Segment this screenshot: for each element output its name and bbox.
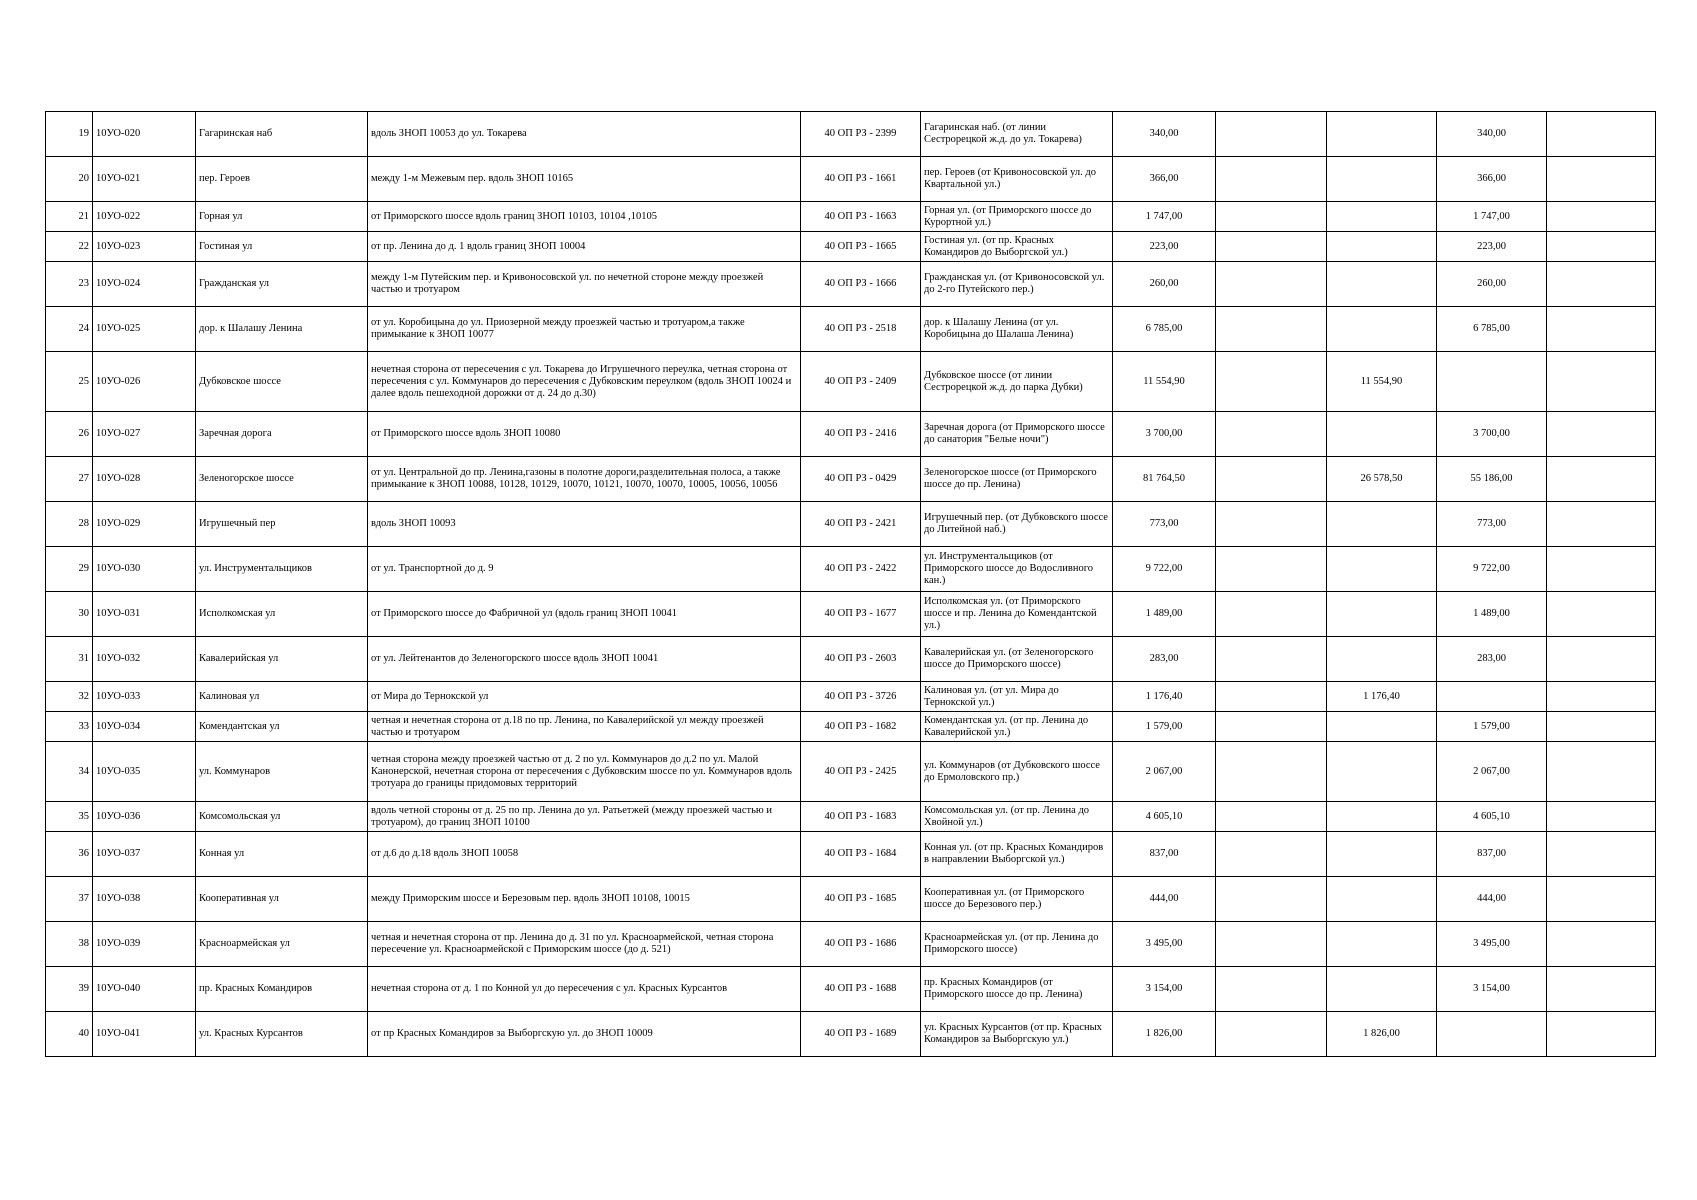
location-description-cell: нечетная сторона от д. 1 по Конной ул до пересечения с ул. Красных Курсантов [368,967,801,1012]
road-registry-number-cell: 40 ОП РЗ - 2422 [801,547,921,592]
street-name-cell: Игрушечный пер [196,502,368,547]
location-description-cell: от Приморского шоссе вдоль ЗНОП 10080 [368,412,801,457]
area-column-1-cell [1216,202,1327,232]
location-description-cell: от пр Красных Командиров за Выборгскую ул. до ЗНОП 10009 [368,1012,801,1057]
area-column-2-cell [1327,202,1437,232]
object-code-cell: 10УО-039 [93,922,196,967]
area-column-4-cell [1547,157,1656,202]
area-column-1-cell [1216,232,1327,262]
area-column-3-cell: 444,00 [1437,877,1547,922]
road-registry-number-cell: 40 ОП РЗ - 1686 [801,922,921,967]
total-area-cell: 2 067,00 [1113,742,1216,802]
row-number-cell: 35 [46,802,93,832]
location-description-cell: от пр. Ленина до д. 1 вдоль границ ЗНОП 10004 [368,232,801,262]
area-column-2-cell [1327,742,1437,802]
object-code-cell: 10УО-038 [93,877,196,922]
road-object-name-cell: дор. к Шалашу Ленина (от ул. Коробицына до Шалаша Ленина) [921,307,1113,352]
row-number-cell: 39 [46,967,93,1012]
area-column-4-cell [1547,742,1656,802]
location-description-cell: от д.6 до д.18 вдоль ЗНОП 10058 [368,832,801,877]
area-column-2-cell [1327,802,1437,832]
table-row [46,712,1656,742]
street-name-cell: пер. Героев [196,157,368,202]
total-area-cell: 1 826,00 [1113,1012,1216,1057]
object-code-cell: 10УО-032 [93,637,196,682]
road-registry-number-cell: 40 ОП РЗ - 2425 [801,742,921,802]
area-column-3-cell: 6 785,00 [1437,307,1547,352]
road-object-name-cell: ул. Инструментальщиков (от Приморского шоссе до Водосливного кан.) [921,547,1113,592]
location-description-cell: вдоль ЗНОП 10093 [368,502,801,547]
table-row [46,967,1656,1012]
road-registry-number-cell: 40 ОП РЗ - 1663 [801,202,921,232]
street-name-cell: Комендантская ул [196,712,368,742]
area-column-1-cell [1216,262,1327,307]
road-registry-number-cell: 40 ОП РЗ - 1689 [801,1012,921,1057]
road-registry-number-cell: 40 ОП РЗ - 1682 [801,712,921,742]
table-row [46,232,1656,262]
road-object-name-cell: Дубковское шоссе (от линии Сестрорецкой ж.д. до парка Дубки) [921,352,1113,412]
location-description-cell: между 1-м Межевым пер. вдоль ЗНОП 10165 [368,157,801,202]
area-column-4-cell [1547,922,1656,967]
row-number-cell: 24 [46,307,93,352]
road-object-name-cell: Комендантская ул. (от пр. Ленина до Кавалерийской ул.) [921,712,1113,742]
road-object-name-cell: Кооперативная ул. (от Приморского шоссе до Березового пер.) [921,877,1113,922]
area-column-1-cell [1216,832,1327,877]
location-description-cell: нечетная сторона от пересечения с ул. Токарева до Игрушечного переулка, четная сторона от пересечения с ул. Коммунаров до пересечения с Дубковским переулком (вдоль ЗНОП 10024 и далее вдоль пешеходной дорожки от д. 24 до д.30) [368,352,801,412]
area-column-4-cell [1547,112,1656,157]
area-column-4-cell [1547,967,1656,1012]
road-object-name-cell: Гостиная ул. (от пр. Красных Командиров до Выборгской ул.) [921,232,1113,262]
area-column-3-cell [1437,352,1547,412]
road-registry-number-cell: 40 ОП РЗ - 2421 [801,502,921,547]
area-column-1-cell [1216,637,1327,682]
total-area-cell: 837,00 [1113,832,1216,877]
total-area-cell: 260,00 [1113,262,1216,307]
street-name-cell: пр. Красных Командиров [196,967,368,1012]
street-name-cell: Дубковское шоссе [196,352,368,412]
total-area-cell: 3 495,00 [1113,922,1216,967]
road-registry-number-cell: 40 ОП РЗ - 2518 [801,307,921,352]
row-number-cell: 25 [46,352,93,412]
area-column-1-cell [1216,682,1327,712]
total-area-cell: 9 722,00 [1113,547,1216,592]
area-column-4-cell [1547,502,1656,547]
road-registry-number-cell: 40 ОП РЗ - 1661 [801,157,921,202]
row-number-cell: 23 [46,262,93,307]
area-column-2-cell: 26 578,50 [1327,457,1437,502]
total-area-cell: 283,00 [1113,637,1216,682]
area-column-2-cell [1327,502,1437,547]
table-row [46,352,1656,412]
location-description-cell: между Приморским шоссе и Березовым пер. вдоль ЗНОП 10108, 10015 [368,877,801,922]
table-row [46,547,1656,592]
object-code-cell: 10УО-030 [93,547,196,592]
area-column-2-cell [1327,877,1437,922]
table-row [46,412,1656,457]
area-column-3-cell: 366,00 [1437,157,1547,202]
street-name-cell: Конная ул [196,832,368,877]
area-column-4-cell [1547,232,1656,262]
area-column-4-cell [1547,592,1656,637]
road-object-name-cell: Красноармейская ул. (от пр. Ленина до Приморского шоссе) [921,922,1113,967]
road-object-name-cell: Исполкомская ул. (от Приморского шоссе и пр. Ленина до Комендантской ул.) [921,592,1113,637]
object-code-cell: 10УО-021 [93,157,196,202]
road-registry-number-cell: 40 ОП РЗ - 2416 [801,412,921,457]
location-description-cell: от Приморского шоссе вдоль границ ЗНОП 10103, 10104 ,10105 [368,202,801,232]
area-column-3-cell: 1 747,00 [1437,202,1547,232]
area-column-1-cell [1216,742,1327,802]
area-column-2-cell: 11 554,90 [1327,352,1437,412]
row-number-cell: 32 [46,682,93,712]
area-column-1-cell [1216,967,1327,1012]
road-registry-number-cell: 40 ОП РЗ - 1688 [801,967,921,1012]
object-code-cell: 10УО-031 [93,592,196,637]
row-number-cell: 20 [46,157,93,202]
table-row [46,802,1656,832]
object-code-cell: 10УО-026 [93,352,196,412]
location-description-cell: от ул. Центральной до пр. Ленина,газоны в полотне дороги,разделительная полоса, а также примыкание к ЗНОП 10088, 10128, 10129, 10070, 10121, 10070, 10070, 10005, 10056, 10056 [368,457,801,502]
table-row [46,157,1656,202]
area-column-2-cell [1327,157,1437,202]
object-code-cell: 10УО-022 [93,202,196,232]
table-row [46,307,1656,352]
area-column-2-cell [1327,307,1437,352]
object-code-cell: 10УО-025 [93,307,196,352]
area-column-4-cell [1547,202,1656,232]
area-column-2-cell [1327,712,1437,742]
area-column-3-cell: 837,00 [1437,832,1547,877]
road-registry-number-cell: 40 ОП РЗ - 2409 [801,352,921,412]
area-column-1-cell [1216,412,1327,457]
area-column-1-cell [1216,307,1327,352]
row-number-cell: 37 [46,877,93,922]
object-code-cell: 10УО-027 [93,412,196,457]
street-name-cell: ул. Инструментальщиков [196,547,368,592]
road-object-name-cell: Калиновая ул. (от ул. Мира до Тернокской ул.) [921,682,1113,712]
area-column-3-cell [1437,1012,1547,1057]
area-column-1-cell [1216,877,1327,922]
area-column-2-cell [1327,967,1437,1012]
table-row [46,202,1656,232]
area-column-4-cell [1547,832,1656,877]
area-column-2-cell [1327,547,1437,592]
total-area-cell: 81 764,50 [1113,457,1216,502]
table-row [46,1012,1656,1057]
road-registry-number-cell: 40 ОП РЗ - 1685 [801,877,921,922]
location-description-cell: между 1-м Путейским пер. и Кривоносовской ул. по нечетной стороне между проезжей частью и тротуаром [368,262,801,307]
row-number-cell: 30 [46,592,93,637]
table-row [46,457,1656,502]
total-area-cell: 3 700,00 [1113,412,1216,457]
area-column-1-cell [1216,457,1327,502]
total-area-cell: 444,00 [1113,877,1216,922]
object-code-cell: 10УО-033 [93,682,196,712]
road-registry-number-cell: 40 ОП РЗ - 1683 [801,802,921,832]
area-column-3-cell: 773,00 [1437,502,1547,547]
location-description-cell: вдоль четной стороны от д. 25 по пр. Ленина до ул. Ратьетжей (между проезжей частью и тротуаром), до границ ЗНОП 10100 [368,802,801,832]
table-row [46,922,1656,967]
area-column-3-cell: 9 722,00 [1437,547,1547,592]
area-column-4-cell [1547,547,1656,592]
area-column-4-cell [1547,712,1656,742]
area-column-2-cell [1327,412,1437,457]
street-name-cell: Кавалерийская ул [196,637,368,682]
total-area-cell: 366,00 [1113,157,1216,202]
street-name-cell: дор. к Шалашу Ленина [196,307,368,352]
object-code-cell: 10УО-035 [93,742,196,802]
table-row [46,592,1656,637]
area-column-3-cell: 55 186,00 [1437,457,1547,502]
area-column-4-cell [1547,457,1656,502]
street-name-cell: Кооперативная ул [196,877,368,922]
object-code-cell: 10УО-023 [93,232,196,262]
table-body [46,112,1656,1057]
object-code-cell: 10УО-024 [93,262,196,307]
area-column-2-cell [1327,637,1437,682]
table-row [46,682,1656,712]
total-area-cell: 1 747,00 [1113,202,1216,232]
location-description-cell: от ул. Лейтенантов до Зеленогорского шоссе вдоль ЗНОП 10041 [368,637,801,682]
area-column-2-cell [1327,232,1437,262]
street-name-cell: Горная ул [196,202,368,232]
table-row [46,742,1656,802]
location-description-cell: от Мира до Тернокской ул [368,682,801,712]
area-column-4-cell [1547,682,1656,712]
row-number-cell: 22 [46,232,93,262]
street-name-cell: Зеленогорское шоссе [196,457,368,502]
area-column-1-cell [1216,922,1327,967]
street-name-cell: Комсомольская ул [196,802,368,832]
area-column-4-cell [1547,307,1656,352]
location-description-cell: от Приморского шоссе до Фабричной ул (вдоль границ ЗНОП 10041 [368,592,801,637]
total-area-cell: 4 605,10 [1113,802,1216,832]
table-row [46,877,1656,922]
row-number-cell: 33 [46,712,93,742]
row-number-cell: 19 [46,112,93,157]
street-name-cell: Гостиная ул [196,232,368,262]
location-description-cell: четная сторона между проезжей частью от д. 2 по ул. Коммунаров до д.2 по ул. Малой Канонерской, нечетная сторона от пересечения с Дубковским шоссе по ул. Коммунаров вдоль тротуара до границы придомовых территорий [368,742,801,802]
area-column-3-cell: 4 605,10 [1437,802,1547,832]
location-description-cell: вдоль ЗНОП 10053 до ул. Токарева [368,112,801,157]
total-area-cell: 340,00 [1113,112,1216,157]
area-column-2-cell [1327,922,1437,967]
road-object-name-cell: ул. Красных Курсантов (от пр. Красных Командиров за Выборгскую ул.) [921,1012,1113,1057]
table-row [46,502,1656,547]
row-number-cell: 27 [46,457,93,502]
row-number-cell: 34 [46,742,93,802]
road-object-name-cell: Комсомольская ул. (от пр. Ленина до Хвойной ул.) [921,802,1113,832]
row-number-cell: 29 [46,547,93,592]
area-column-4-cell [1547,1012,1656,1057]
street-name-cell: Гражданская ул [196,262,368,307]
table-row [46,832,1656,877]
road-object-name-cell: Конная ул. (от пр. Красных Командиров в направлении Выборгской ул.) [921,832,1113,877]
object-code-cell: 10УО-040 [93,967,196,1012]
object-code-cell: 10УО-020 [93,112,196,157]
road-object-name-cell: Горная ул. (от Приморского шоссе до Курортной ул.) [921,202,1113,232]
total-area-cell: 1 176,40 [1113,682,1216,712]
object-code-cell: 10УО-034 [93,712,196,742]
area-column-1-cell [1216,547,1327,592]
area-column-3-cell: 340,00 [1437,112,1547,157]
area-column-3-cell: 3 495,00 [1437,922,1547,967]
area-column-3-cell: 1 489,00 [1437,592,1547,637]
area-column-2-cell [1327,592,1437,637]
street-name-cell: ул. Коммунаров [196,742,368,802]
total-area-cell: 3 154,00 [1113,967,1216,1012]
row-number-cell: 38 [46,922,93,967]
total-area-cell: 1 579,00 [1113,712,1216,742]
total-area-cell: 6 785,00 [1113,307,1216,352]
object-code-cell: 10УО-028 [93,457,196,502]
total-area-cell: 11 554,90 [1113,352,1216,412]
road-registry-number-cell: 40 ОП РЗ - 3726 [801,682,921,712]
street-name-cell: Калиновая ул [196,682,368,712]
area-column-3-cell: 3 700,00 [1437,412,1547,457]
area-column-3-cell: 3 154,00 [1437,967,1547,1012]
street-name-cell: Красноармейская ул [196,922,368,967]
area-column-1-cell [1216,1012,1327,1057]
road-object-name-cell: Кавалерийская ул. (от Зеленогорского шоссе до Приморского шоссе) [921,637,1113,682]
object-code-cell: 10УО-041 [93,1012,196,1057]
table-row [46,637,1656,682]
area-column-4-cell [1547,352,1656,412]
object-code-cell: 10УО-029 [93,502,196,547]
register-table [45,111,1656,1057]
road-object-name-cell: ул. Коммунаров (от Дубковского шоссе до Ермоловского пр.) [921,742,1113,802]
street-name-cell: ул. Красных Курсантов [196,1012,368,1057]
road-object-name-cell: Гражданская ул. (от Кривоносовской ул. до 2-го Путейского пер.) [921,262,1113,307]
area-column-4-cell [1547,637,1656,682]
row-number-cell: 26 [46,412,93,457]
area-column-1-cell [1216,802,1327,832]
table-row [46,112,1656,157]
street-name-cell: Гагаринская наб [196,112,368,157]
road-registry-number-cell: 40 ОП РЗ - 1665 [801,232,921,262]
area-column-3-cell: 2 067,00 [1437,742,1547,802]
row-number-cell: 36 [46,832,93,877]
area-column-4-cell [1547,262,1656,307]
area-column-1-cell [1216,157,1327,202]
area-column-3-cell: 283,00 [1437,637,1547,682]
total-area-cell: 773,00 [1113,502,1216,547]
area-column-2-cell [1327,262,1437,307]
table-row [46,262,1656,307]
road-object-name-cell: пер. Героев (от Кривоносовской ул. до Квартальной ул.) [921,157,1113,202]
street-name-cell: Заречная дорога [196,412,368,457]
road-registry-number-cell: 40 ОП РЗ - 1684 [801,832,921,877]
area-column-3-cell: 260,00 [1437,262,1547,307]
row-number-cell: 31 [46,637,93,682]
location-description-cell: четная и нечетная сторона от д.18 по пр. Ленина, по Кавалерийской ул между проезжей частью и тротуаром [368,712,801,742]
road-object-name-cell: Гагаринская наб. (от линии Сестрорецкой ж.д. до ул. Токарева) [921,112,1113,157]
object-code-cell: 10УО-036 [93,802,196,832]
location-description-cell: от ул. Коробицына до ул. Приозерной между проезжей частью и тротуаром,а также примыкание к ЗНОП 10077 [368,307,801,352]
area-column-3-cell [1437,682,1547,712]
road-registry-number-cell: 40 ОП РЗ - 2603 [801,637,921,682]
area-column-1-cell [1216,592,1327,637]
area-column-4-cell [1547,412,1656,457]
location-description-cell: четная и нечетная сторона от пр. Ленина до д. 31 по ул. Красноармейской, четная сторона пересечение ул. Красноармейской с Приморским шоссе (до д. 521) [368,922,801,967]
object-code-cell: 10УО-037 [93,832,196,877]
area-column-3-cell: 1 579,00 [1437,712,1547,742]
road-registry-number-cell: 40 ОП РЗ - 1677 [801,592,921,637]
area-column-1-cell [1216,502,1327,547]
area-column-3-cell: 223,00 [1437,232,1547,262]
street-name-cell: Исполкомская ул [196,592,368,637]
road-object-name-cell: Зеленогорское шоссе (от Приморского шоссе до пр. Ленина) [921,457,1113,502]
area-column-1-cell [1216,112,1327,157]
area-column-2-cell: 1 176,40 [1327,682,1437,712]
road-registry-number-cell: 40 ОП РЗ - 0429 [801,457,921,502]
area-column-4-cell [1547,877,1656,922]
road-registry-number-cell: 40 ОП РЗ - 1666 [801,262,921,307]
road-object-name-cell: Игрушечный пер. (от Дубковского шоссе до Литейной наб.) [921,502,1113,547]
road-object-name-cell: пр. Красных Командиров (от Приморского шоссе до пр. Ленина) [921,967,1113,1012]
road-registry-number-cell: 40 ОП РЗ - 2399 [801,112,921,157]
total-area-cell: 1 489,00 [1113,592,1216,637]
row-number-cell: 28 [46,502,93,547]
location-description-cell: от ул. Транспортной до д. 9 [368,547,801,592]
road-object-name-cell: Заречная дорога (от Приморского шоссе до санатория "Белые ночи") [921,412,1113,457]
area-column-1-cell [1216,352,1327,412]
row-number-cell: 40 [46,1012,93,1057]
area-column-1-cell [1216,712,1327,742]
area-column-2-cell: 1 826,00 [1327,1012,1437,1057]
area-column-2-cell [1327,832,1437,877]
area-column-4-cell [1547,802,1656,832]
total-area-cell: 223,00 [1113,232,1216,262]
row-number-cell: 21 [46,202,93,232]
area-column-2-cell [1327,112,1437,157]
